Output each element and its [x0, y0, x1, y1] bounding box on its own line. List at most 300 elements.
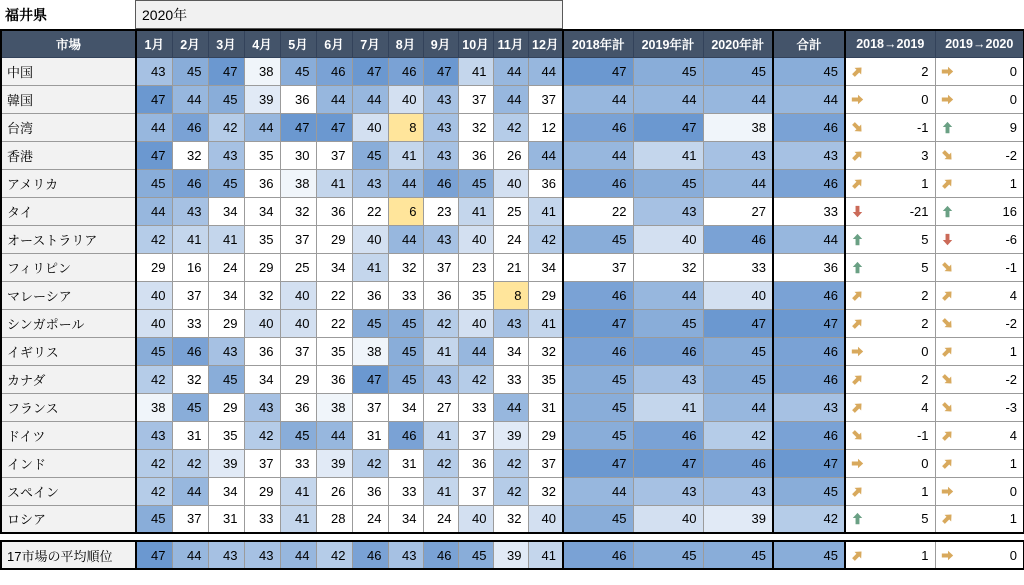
- rank-cell: 29: [136, 253, 172, 281]
- rank-cell: 36: [280, 85, 316, 113]
- trend-up-right-icon: [851, 65, 864, 78]
- rank-cell: 34: [244, 365, 280, 393]
- table-row: [1, 57, 1024, 85]
- trend-up-right-icon: [941, 429, 954, 442]
- total-2019-cell: 45: [633, 57, 703, 85]
- trend-down-right-icon: [851, 121, 864, 134]
- rank-cell: 32: [172, 365, 208, 393]
- total-2019-cell: 43: [633, 197, 703, 225]
- change-2018-2019-cell: [845, 421, 935, 449]
- market-name: オーストラリア: [1, 225, 136, 253]
- total-2018-cell: 44: [563, 85, 633, 113]
- rank-cell: 44: [172, 541, 208, 569]
- rank-cell: 31: [352, 421, 388, 449]
- rank-cell: 42: [423, 309, 458, 337]
- header-row: [1, 30, 1024, 57]
- total-2019-cell: 40: [633, 225, 703, 253]
- total-2018-cell: 45: [563, 505, 633, 533]
- rank-cell: 41: [458, 57, 493, 85]
- rank-cell: 41: [388, 141, 423, 169]
- market-name: マレーシア: [1, 281, 136, 309]
- rank-cell: 43: [493, 309, 528, 337]
- rank-cell: 43: [136, 421, 172, 449]
- rank-cell: 46: [316, 57, 352, 85]
- rank-cell: 46: [423, 169, 458, 197]
- rank-cell: 44: [493, 57, 528, 85]
- total-2020-cell: 47: [703, 309, 773, 337]
- rank-cell: 45: [352, 309, 388, 337]
- trend-up-right-icon: [851, 401, 864, 414]
- total-2019-cell: 47: [633, 449, 703, 477]
- rank-cell: 41: [458, 197, 493, 225]
- rank-cell: 24: [208, 253, 244, 281]
- change-value: 1: [921, 175, 929, 191]
- prefecture-title: 福井県: [5, 6, 47, 23]
- rank-cell: 43: [208, 141, 244, 169]
- total-2019-cell: 47: [633, 113, 703, 141]
- change-value: 2: [921, 63, 929, 79]
- trend-right-icon: [941, 549, 954, 562]
- rank-cell: 47: [136, 141, 172, 169]
- change-value: 0: [921, 455, 929, 471]
- rank-cell: 38: [352, 337, 388, 365]
- col-header-month: 10月: [458, 30, 493, 57]
- rank-cell: 29: [244, 253, 280, 281]
- rank-cell: 36: [316, 365, 352, 393]
- rank-cell: 40: [493, 169, 528, 197]
- rank-cell: 21: [493, 253, 528, 281]
- total-2020-cell: 39: [703, 505, 773, 533]
- rank-cell: 46: [352, 541, 388, 569]
- rank-cell: 39: [244, 85, 280, 113]
- total-2020-cell: 27: [703, 197, 773, 225]
- rank-cell: 45: [458, 541, 493, 569]
- change-value: 9: [1009, 119, 1017, 135]
- trend-down-right-icon: [941, 149, 954, 162]
- col-header-month: 7月: [352, 30, 388, 57]
- change-2019-2020-cell: [935, 309, 1024, 337]
- rank-cell: 31: [388, 449, 423, 477]
- rank-cell: 36: [280, 393, 316, 421]
- trend-up-right-icon: [851, 149, 864, 162]
- change-2018-2019-cell: [845, 225, 935, 253]
- summary-label: 17市場の平均順位: [1, 541, 136, 569]
- rank-cell: 37: [458, 85, 493, 113]
- rank-cell: 31: [528, 393, 563, 421]
- market-name: ドイツ: [1, 421, 136, 449]
- change-2018-2019-cell: [845, 141, 935, 169]
- col-header-total-2018: 2018年計: [563, 30, 633, 57]
- rank-cell: 35: [458, 281, 493, 309]
- rank-cell: 29: [208, 309, 244, 337]
- trend-up-icon: [941, 121, 954, 134]
- table-row: [1, 365, 1024, 393]
- rank-cell: 43: [423, 141, 458, 169]
- grand-total-cell: 45: [773, 477, 845, 505]
- rank-cell: 25: [493, 197, 528, 225]
- change-value: -21: [909, 203, 929, 219]
- rank-cell: 42: [528, 225, 563, 253]
- total-2019-cell: 41: [633, 393, 703, 421]
- col-header-market: 市場: [1, 30, 136, 57]
- rank-cell: 29: [528, 281, 563, 309]
- rank-cell: 44: [244, 113, 280, 141]
- grand-total-cell: 44: [773, 225, 845, 253]
- rank-cell: 29: [280, 365, 316, 393]
- total-2018-cell: 46: [563, 337, 633, 365]
- rank-cell: 40: [528, 505, 563, 533]
- trend-down-right-icon: [941, 317, 954, 330]
- rank-cell: 32: [458, 113, 493, 141]
- change-value: 1: [1009, 511, 1017, 527]
- summary-body: [1, 541, 1024, 569]
- change-value: 1: [921, 547, 929, 563]
- rank-cell: 40: [280, 309, 316, 337]
- rank-cell: 33: [244, 505, 280, 533]
- rank-cell: 45: [208, 169, 244, 197]
- change-2018-2019-cell: [845, 477, 935, 505]
- rank-cell: 8: [388, 113, 423, 141]
- rank-cell: 45: [136, 169, 172, 197]
- total-2018-cell: 45: [563, 365, 633, 393]
- rank-cell: 42: [493, 477, 528, 505]
- rank-cell: 36: [528, 169, 563, 197]
- rank-cell: 43: [244, 393, 280, 421]
- change-2019-2020-cell: [935, 337, 1024, 365]
- rank-cell: 42: [244, 421, 280, 449]
- rank-cell: 26: [493, 141, 528, 169]
- rank-cell: 44: [388, 225, 423, 253]
- rank-cell: 34: [208, 197, 244, 225]
- rank-cell: 40: [352, 113, 388, 141]
- rank-cell: 39: [316, 449, 352, 477]
- total-2019-cell: 41: [633, 141, 703, 169]
- rank-cell: 33: [458, 393, 493, 421]
- rank-cell: 37: [172, 505, 208, 533]
- trend-right-icon: [851, 457, 864, 470]
- change-value: -6: [1005, 231, 1017, 247]
- change-2019-2020-cell: [935, 365, 1024, 393]
- rank-cell: 42: [136, 225, 172, 253]
- change-value: -1: [1005, 259, 1017, 275]
- rank-cell: 46: [388, 57, 423, 85]
- total-2019-cell: 45: [633, 309, 703, 337]
- rank-cell: 43: [136, 57, 172, 85]
- col-header-month: 8月: [388, 30, 423, 57]
- rank-cell: 42: [493, 449, 528, 477]
- rank-cell: 16: [172, 253, 208, 281]
- col-header-change-2019-2020: 2019→2020: [935, 30, 1024, 57]
- trend-up-icon: [851, 233, 864, 246]
- change-2018-2019-cell: [845, 281, 935, 309]
- table-row: [1, 225, 1024, 253]
- rank-cell: 28: [316, 505, 352, 533]
- rank-cell: 43: [244, 541, 280, 569]
- rank-cell: 39: [493, 421, 528, 449]
- rank-cell: 45: [172, 393, 208, 421]
- rank-cell: 47: [423, 57, 458, 85]
- rank-cell: 38: [244, 57, 280, 85]
- total-2018-cell: 46: [563, 281, 633, 309]
- total-2020-cell: 45: [703, 365, 773, 393]
- change-value: 1: [1009, 455, 1017, 471]
- rank-cell: 37: [458, 421, 493, 449]
- rank-cell: 43: [172, 197, 208, 225]
- trend-up-right-icon: [851, 549, 864, 562]
- total-2019-cell: 45: [633, 541, 703, 569]
- change-value: 2: [921, 315, 929, 331]
- rank-cell: 41: [280, 505, 316, 533]
- rank-cell: 45: [136, 505, 172, 533]
- rank-cell: 43: [423, 225, 458, 253]
- rank-cell: 46: [172, 169, 208, 197]
- rank-cell: 34: [493, 337, 528, 365]
- rank-cell: 41: [208, 225, 244, 253]
- change-2019-2020-cell: [935, 449, 1024, 477]
- change-value: 5: [921, 511, 929, 527]
- rank-cell: 41: [528, 309, 563, 337]
- change-value: 0: [1009, 91, 1017, 107]
- rank-cell: 43: [208, 337, 244, 365]
- rank-cell: 41: [280, 477, 316, 505]
- table-row: [1, 337, 1024, 365]
- change-2019-2020-cell: [935, 541, 1024, 569]
- trend-up-right-icon: [941, 289, 954, 302]
- rank-cell: 40: [280, 281, 316, 309]
- col-header-month: 5月: [280, 30, 316, 57]
- rank-cell: 35: [208, 421, 244, 449]
- rank-cell: 42: [316, 541, 352, 569]
- rank-cell: 41: [528, 197, 563, 225]
- change-2019-2020-cell: [935, 85, 1024, 113]
- table-row: [1, 85, 1024, 113]
- rank-cell: 37: [244, 449, 280, 477]
- grand-total-cell: 43: [773, 393, 845, 421]
- table-row: [1, 393, 1024, 421]
- rank-cell: 37: [528, 85, 563, 113]
- total-2018-cell: 47: [563, 449, 633, 477]
- rank-cell: 33: [388, 281, 423, 309]
- total-2019-cell: 40: [633, 505, 703, 533]
- rank-cell: 44: [458, 337, 493, 365]
- rank-cell: 47: [316, 113, 352, 141]
- change-2018-2019-cell: [845, 337, 935, 365]
- total-2020-cell: 44: [703, 393, 773, 421]
- total-2020-cell: 44: [703, 169, 773, 197]
- total-2019-cell: 46: [633, 421, 703, 449]
- total-2020-cell: 38: [703, 113, 773, 141]
- total-2019-cell: 46: [633, 337, 703, 365]
- rank-cell: 43: [208, 541, 244, 569]
- table-row: [1, 477, 1024, 505]
- change-2019-2020-cell: [935, 197, 1024, 225]
- rank-cell: 34: [388, 393, 423, 421]
- table-row: [1, 421, 1024, 449]
- rank-cell: 42: [352, 449, 388, 477]
- grand-total-cell: 42: [773, 505, 845, 533]
- rank-cell: 35: [528, 365, 563, 393]
- total-2020-cell: 46: [703, 225, 773, 253]
- total-2020-cell: 42: [703, 421, 773, 449]
- market-name: シンガポール: [1, 309, 136, 337]
- rank-cell: 41: [423, 477, 458, 505]
- rank-cell: 44: [493, 85, 528, 113]
- change-value: 0: [921, 343, 929, 359]
- rank-cell: 29: [208, 393, 244, 421]
- change-value: 4: [1009, 427, 1017, 443]
- total-2019-cell: 43: [633, 365, 703, 393]
- rank-cell: 44: [316, 85, 352, 113]
- change-2018-2019-cell: [845, 113, 935, 141]
- rank-cell: 25: [280, 253, 316, 281]
- market-name: フィリピン: [1, 253, 136, 281]
- total-2019-cell: 45: [633, 169, 703, 197]
- rank-cell: 24: [352, 505, 388, 533]
- rank-cell: 46: [172, 337, 208, 365]
- rank-cell: 44: [493, 393, 528, 421]
- rank-cell: 34: [208, 477, 244, 505]
- rank-cell: 23: [423, 197, 458, 225]
- rank-cell: 35: [244, 225, 280, 253]
- change-value: 4: [1009, 287, 1017, 303]
- table-row: [1, 449, 1024, 477]
- change-2018-2019-cell: [845, 253, 935, 281]
- change-value: 1: [1009, 175, 1017, 191]
- total-2018-cell: 45: [563, 393, 633, 421]
- market-name: 台湾: [1, 113, 136, 141]
- trend-up-icon: [851, 261, 864, 274]
- grand-total-cell: 44: [773, 85, 845, 113]
- table-row: [1, 197, 1024, 225]
- year-label: 2020年: [135, 0, 563, 29]
- total-2019-cell: 44: [633, 281, 703, 309]
- grand-total-cell: 45: [773, 57, 845, 85]
- change-2019-2020-cell: [935, 225, 1024, 253]
- rank-cell: 45: [172, 57, 208, 85]
- table-row: [1, 141, 1024, 169]
- rank-cell: 26: [316, 477, 352, 505]
- change-2019-2020-cell: [935, 169, 1024, 197]
- trend-right-icon: [941, 65, 954, 78]
- total-2018-cell: 44: [563, 477, 633, 505]
- change-value: 0: [921, 91, 929, 107]
- total-2020-cell: 33: [703, 253, 773, 281]
- rank-cell: 42: [172, 449, 208, 477]
- rank-cell: 38: [136, 393, 172, 421]
- trend-right-icon: [941, 485, 954, 498]
- grand-total-cell: 46: [773, 421, 845, 449]
- rank-cell: 40: [136, 309, 172, 337]
- rank-cell: 44: [528, 141, 563, 169]
- rank-cell: 32: [172, 141, 208, 169]
- rank-cell: 39: [208, 449, 244, 477]
- rank-cell: 46: [423, 541, 458, 569]
- change-value: -1: [916, 119, 929, 135]
- rank-cell: 45: [388, 365, 423, 393]
- total-2020-cell: 40: [703, 281, 773, 309]
- change-2019-2020-cell: [935, 253, 1024, 281]
- grand-total-cell: 43: [773, 141, 845, 169]
- rank-cell: 45: [388, 337, 423, 365]
- total-2020-cell: 43: [703, 477, 773, 505]
- change-2019-2020-cell: [935, 393, 1024, 421]
- rank-cell: 42: [136, 365, 172, 393]
- trend-up-right-icon: [851, 485, 864, 498]
- rank-cell: 34: [528, 253, 563, 281]
- market-name: インド: [1, 449, 136, 477]
- change-2019-2020-cell: [935, 141, 1024, 169]
- change-value: -1: [916, 427, 929, 443]
- rank-cell: 37: [352, 393, 388, 421]
- rank-cell: 8: [493, 281, 528, 309]
- rank-cell: 43: [423, 113, 458, 141]
- rank-cell: 30: [280, 141, 316, 169]
- change-value: 0: [1009, 483, 1017, 499]
- change-2018-2019-cell: [845, 393, 935, 421]
- rank-cell: 44: [316, 421, 352, 449]
- total-2018-cell: 37: [563, 253, 633, 281]
- trend-up-right-icon: [851, 373, 864, 386]
- rank-cell: 42: [423, 449, 458, 477]
- trend-right-icon: [851, 93, 864, 106]
- grand-total-cell: 46: [773, 169, 845, 197]
- rank-cell: 27: [423, 393, 458, 421]
- change-2019-2020-cell: [935, 505, 1024, 533]
- rank-cell: 40: [458, 225, 493, 253]
- rank-cell: 41: [352, 253, 388, 281]
- trend-down-icon: [851, 205, 864, 218]
- rank-cell: 37: [528, 449, 563, 477]
- total-2018-cell: 45: [563, 225, 633, 253]
- total-2020-cell: 45: [703, 337, 773, 365]
- rank-cell: 22: [316, 281, 352, 309]
- trend-down-right-icon: [851, 429, 864, 442]
- rank-cell: 36: [244, 337, 280, 365]
- rank-cell: 38: [316, 393, 352, 421]
- trend-up-right-icon: [941, 457, 954, 470]
- rank-cell: 44: [172, 85, 208, 113]
- rank-cell: 34: [388, 505, 423, 533]
- rank-cell: 44: [136, 197, 172, 225]
- rank-cell: 44: [172, 477, 208, 505]
- rank-cell: 22: [352, 197, 388, 225]
- col-header-month: 11月: [493, 30, 528, 57]
- rank-cell: 47: [136, 541, 172, 569]
- total-2018-cell: 47: [563, 309, 633, 337]
- rank-cell: 22: [316, 309, 352, 337]
- rank-cell: 42: [136, 477, 172, 505]
- rank-cell: 32: [528, 337, 563, 365]
- ranking-table: [0, 29, 1024, 534]
- change-2019-2020-cell: [935, 57, 1024, 85]
- change-2019-2020-cell: [935, 281, 1024, 309]
- rank-cell: 37: [423, 253, 458, 281]
- col-header-month: 12月: [528, 30, 563, 57]
- grand-total-cell: 45: [773, 541, 845, 569]
- rank-cell: 40: [244, 309, 280, 337]
- change-value: 3: [921, 147, 929, 163]
- grand-total-cell: 47: [773, 449, 845, 477]
- col-header-total-2019: 2019年計: [633, 30, 703, 57]
- rank-cell: 45: [458, 169, 493, 197]
- total-2019-cell: 32: [633, 253, 703, 281]
- trend-right-icon: [851, 345, 864, 358]
- rank-cell: 45: [352, 141, 388, 169]
- rank-cell: 32: [388, 253, 423, 281]
- total-2018-cell: 46: [563, 169, 633, 197]
- grand-total-cell: 46: [773, 365, 845, 393]
- grand-total-cell: 46: [773, 113, 845, 141]
